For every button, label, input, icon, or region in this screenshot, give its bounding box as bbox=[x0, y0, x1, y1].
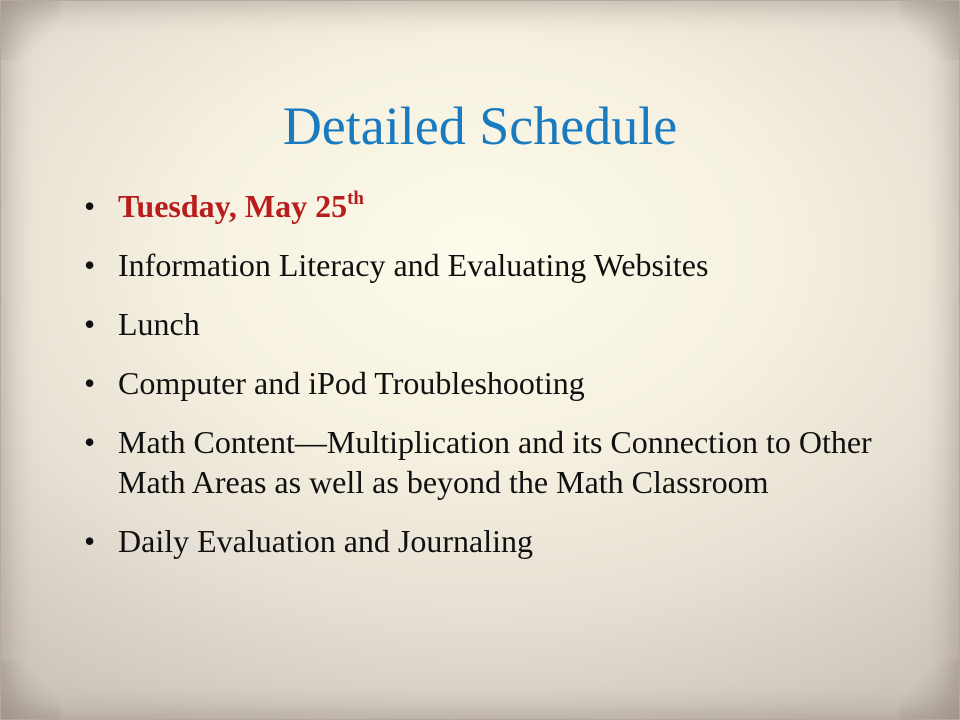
bullet-icon: • bbox=[84, 365, 96, 401]
schedule-item bbox=[84, 521, 924, 561]
frame-corner-bottom-left bbox=[0, 660, 60, 720]
date-heading-item bbox=[84, 186, 924, 226]
frame-corner-top-left bbox=[0, 0, 60, 60]
date-ordinal-suffix: th bbox=[347, 188, 364, 209]
bullet-list bbox=[84, 186, 924, 580]
bullet-icon: • bbox=[84, 424, 96, 460]
schedule-item bbox=[84, 245, 924, 285]
schedule-item bbox=[84, 422, 924, 502]
schedule-item-text: Information Literacy and Evaluating Websites bbox=[118, 247, 709, 283]
bullet-icon: • bbox=[84, 523, 96, 559]
schedule-item-text: Lunch bbox=[118, 306, 200, 342]
schedule-item bbox=[84, 304, 924, 344]
frame-corner-top-right bbox=[900, 0, 960, 60]
schedule-item-text: Computer and iPod Troubleshooting bbox=[118, 365, 585, 401]
schedule-item bbox=[84, 363, 924, 403]
schedule-item-text: Daily Evaluation and Journaling bbox=[118, 523, 534, 559]
bullet-icon: • bbox=[84, 247, 96, 283]
date-heading-text: Tuesday, May 25 bbox=[118, 188, 348, 224]
schedule-item-text: Math Content—Multiplication and its Connection to Other Math Areas as well as beyond the Math Classroom bbox=[118, 424, 872, 500]
bullet-icon: • bbox=[84, 306, 96, 342]
bullet-icon: • bbox=[84, 188, 96, 224]
frame-corner-bottom-right bbox=[900, 660, 960, 720]
slide-title: Detailed Schedule bbox=[282, 96, 678, 156]
